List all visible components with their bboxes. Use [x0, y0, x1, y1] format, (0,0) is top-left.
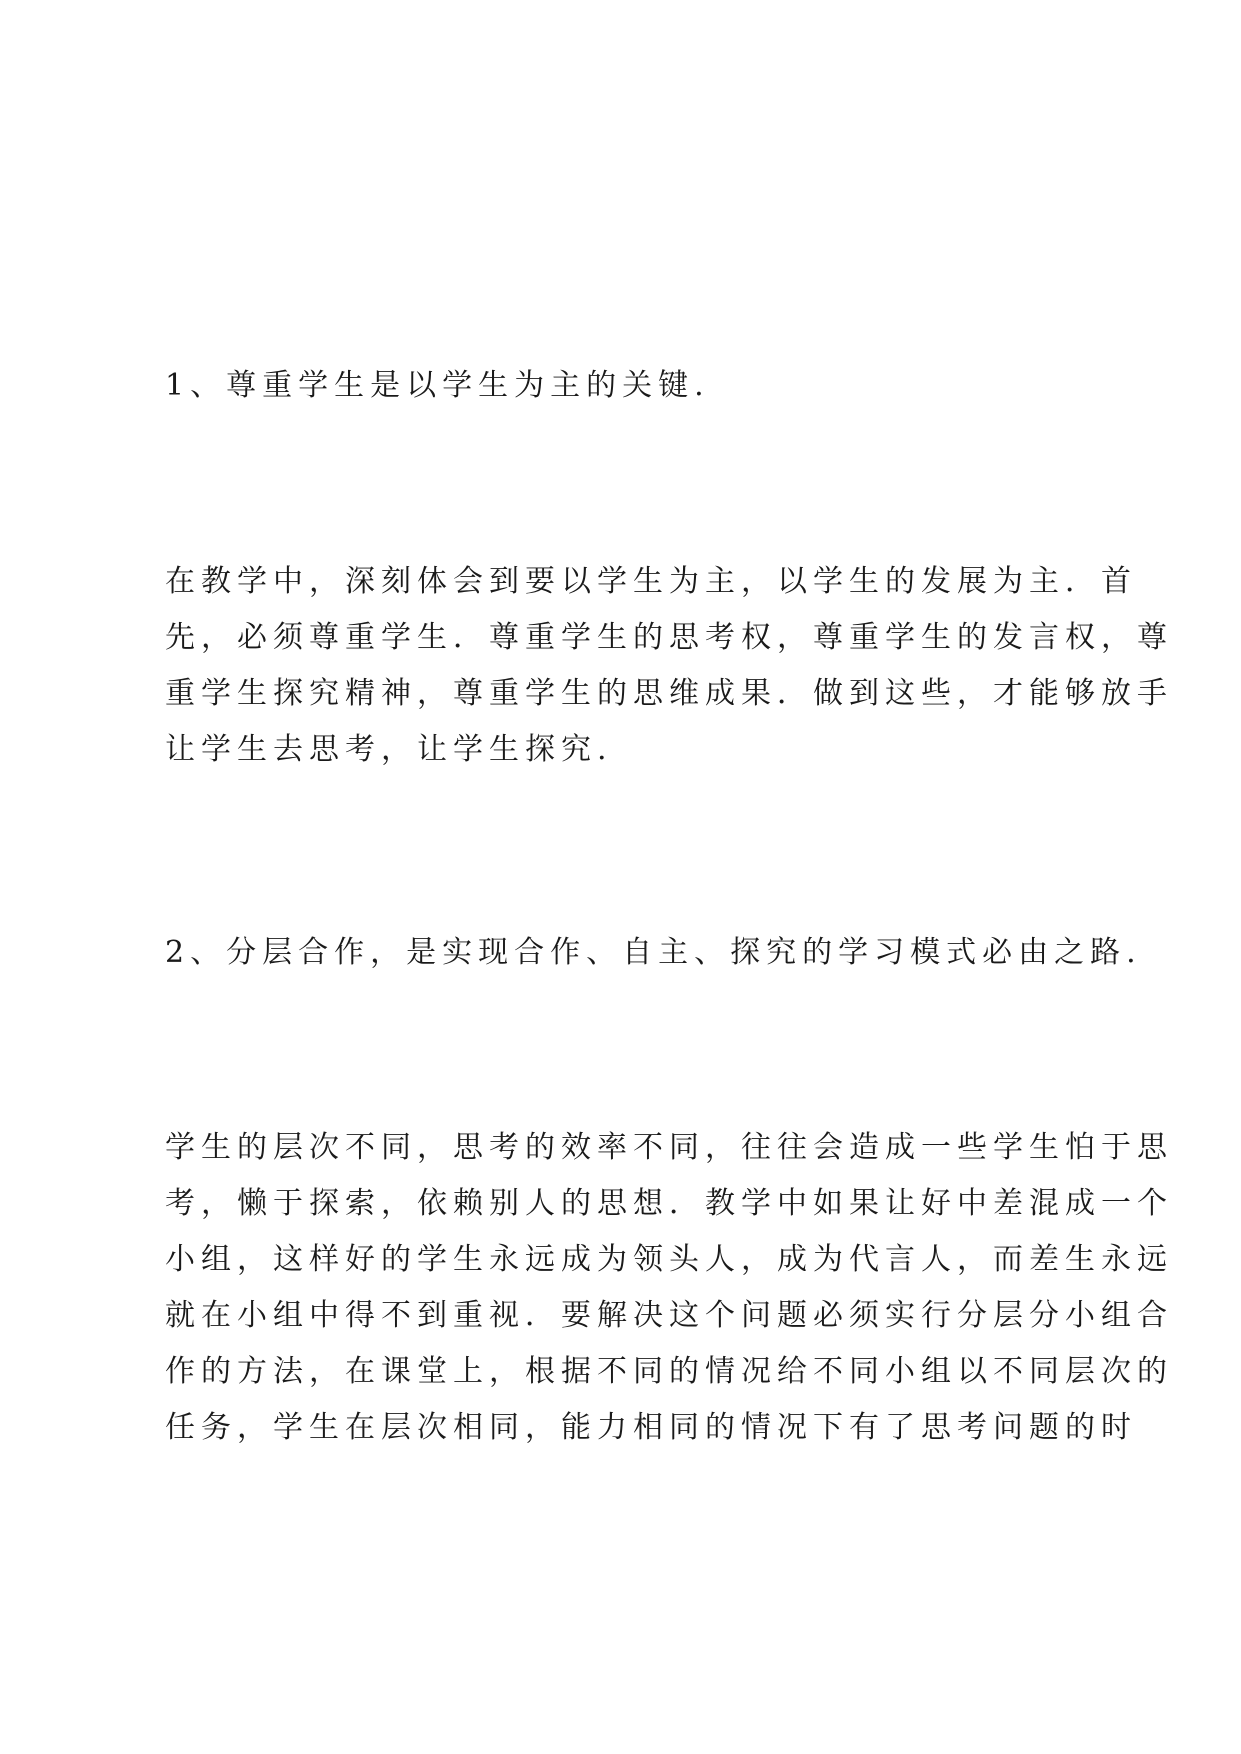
- section-heading-2: 2、分层合作，是实现合作、自主、探究的学习模式必由之路.: [165, 935, 1142, 970]
- paragraph-1: [165, 554, 1173, 778]
- paragraph-line: 任务，学生在层次相同，能力相同的情况下有了思考问题的时: [165, 1410, 1137, 1445]
- paragraph-line: 就在小组中得不到重视．要解决这个问题必须实行分层分小组合: [165, 1298, 1173, 1333]
- paragraph-2: [165, 1120, 1173, 1456]
- paragraph-line: 小组，这样好的学生永远成为领头人，成为代言人，而差生永远: [165, 1242, 1173, 1277]
- paragraph-line: 让学生去思考，让学生探究.: [165, 732, 613, 767]
- section-heading-1: 1、尊重学生是以学生为主的关键.: [165, 368, 710, 403]
- paragraph-line: 作的方法，在课堂上，根据不同的情况给不同小组以不同层次的: [165, 1354, 1173, 1389]
- paragraph-line: 重学生探究精神，尊重学生的思维成果．做到这些，才能够放手: [165, 676, 1173, 711]
- paragraph-line: 学生的层次不同，思考的效率不同，往往会造成一些学生怕于思: [165, 1130, 1173, 1165]
- paragraph-line: 在教学中，深刻体会到要以学生为主，以学生的发展为主．首: [165, 564, 1137, 599]
- paragraph-line: 考，懒于探索，依赖别人的思想．教学中如果让好中差混成一个: [165, 1186, 1173, 1221]
- paragraph-line: 先，必须尊重学生．尊重学生的思考权，尊重学生的发言权，尊: [165, 620, 1173, 655]
